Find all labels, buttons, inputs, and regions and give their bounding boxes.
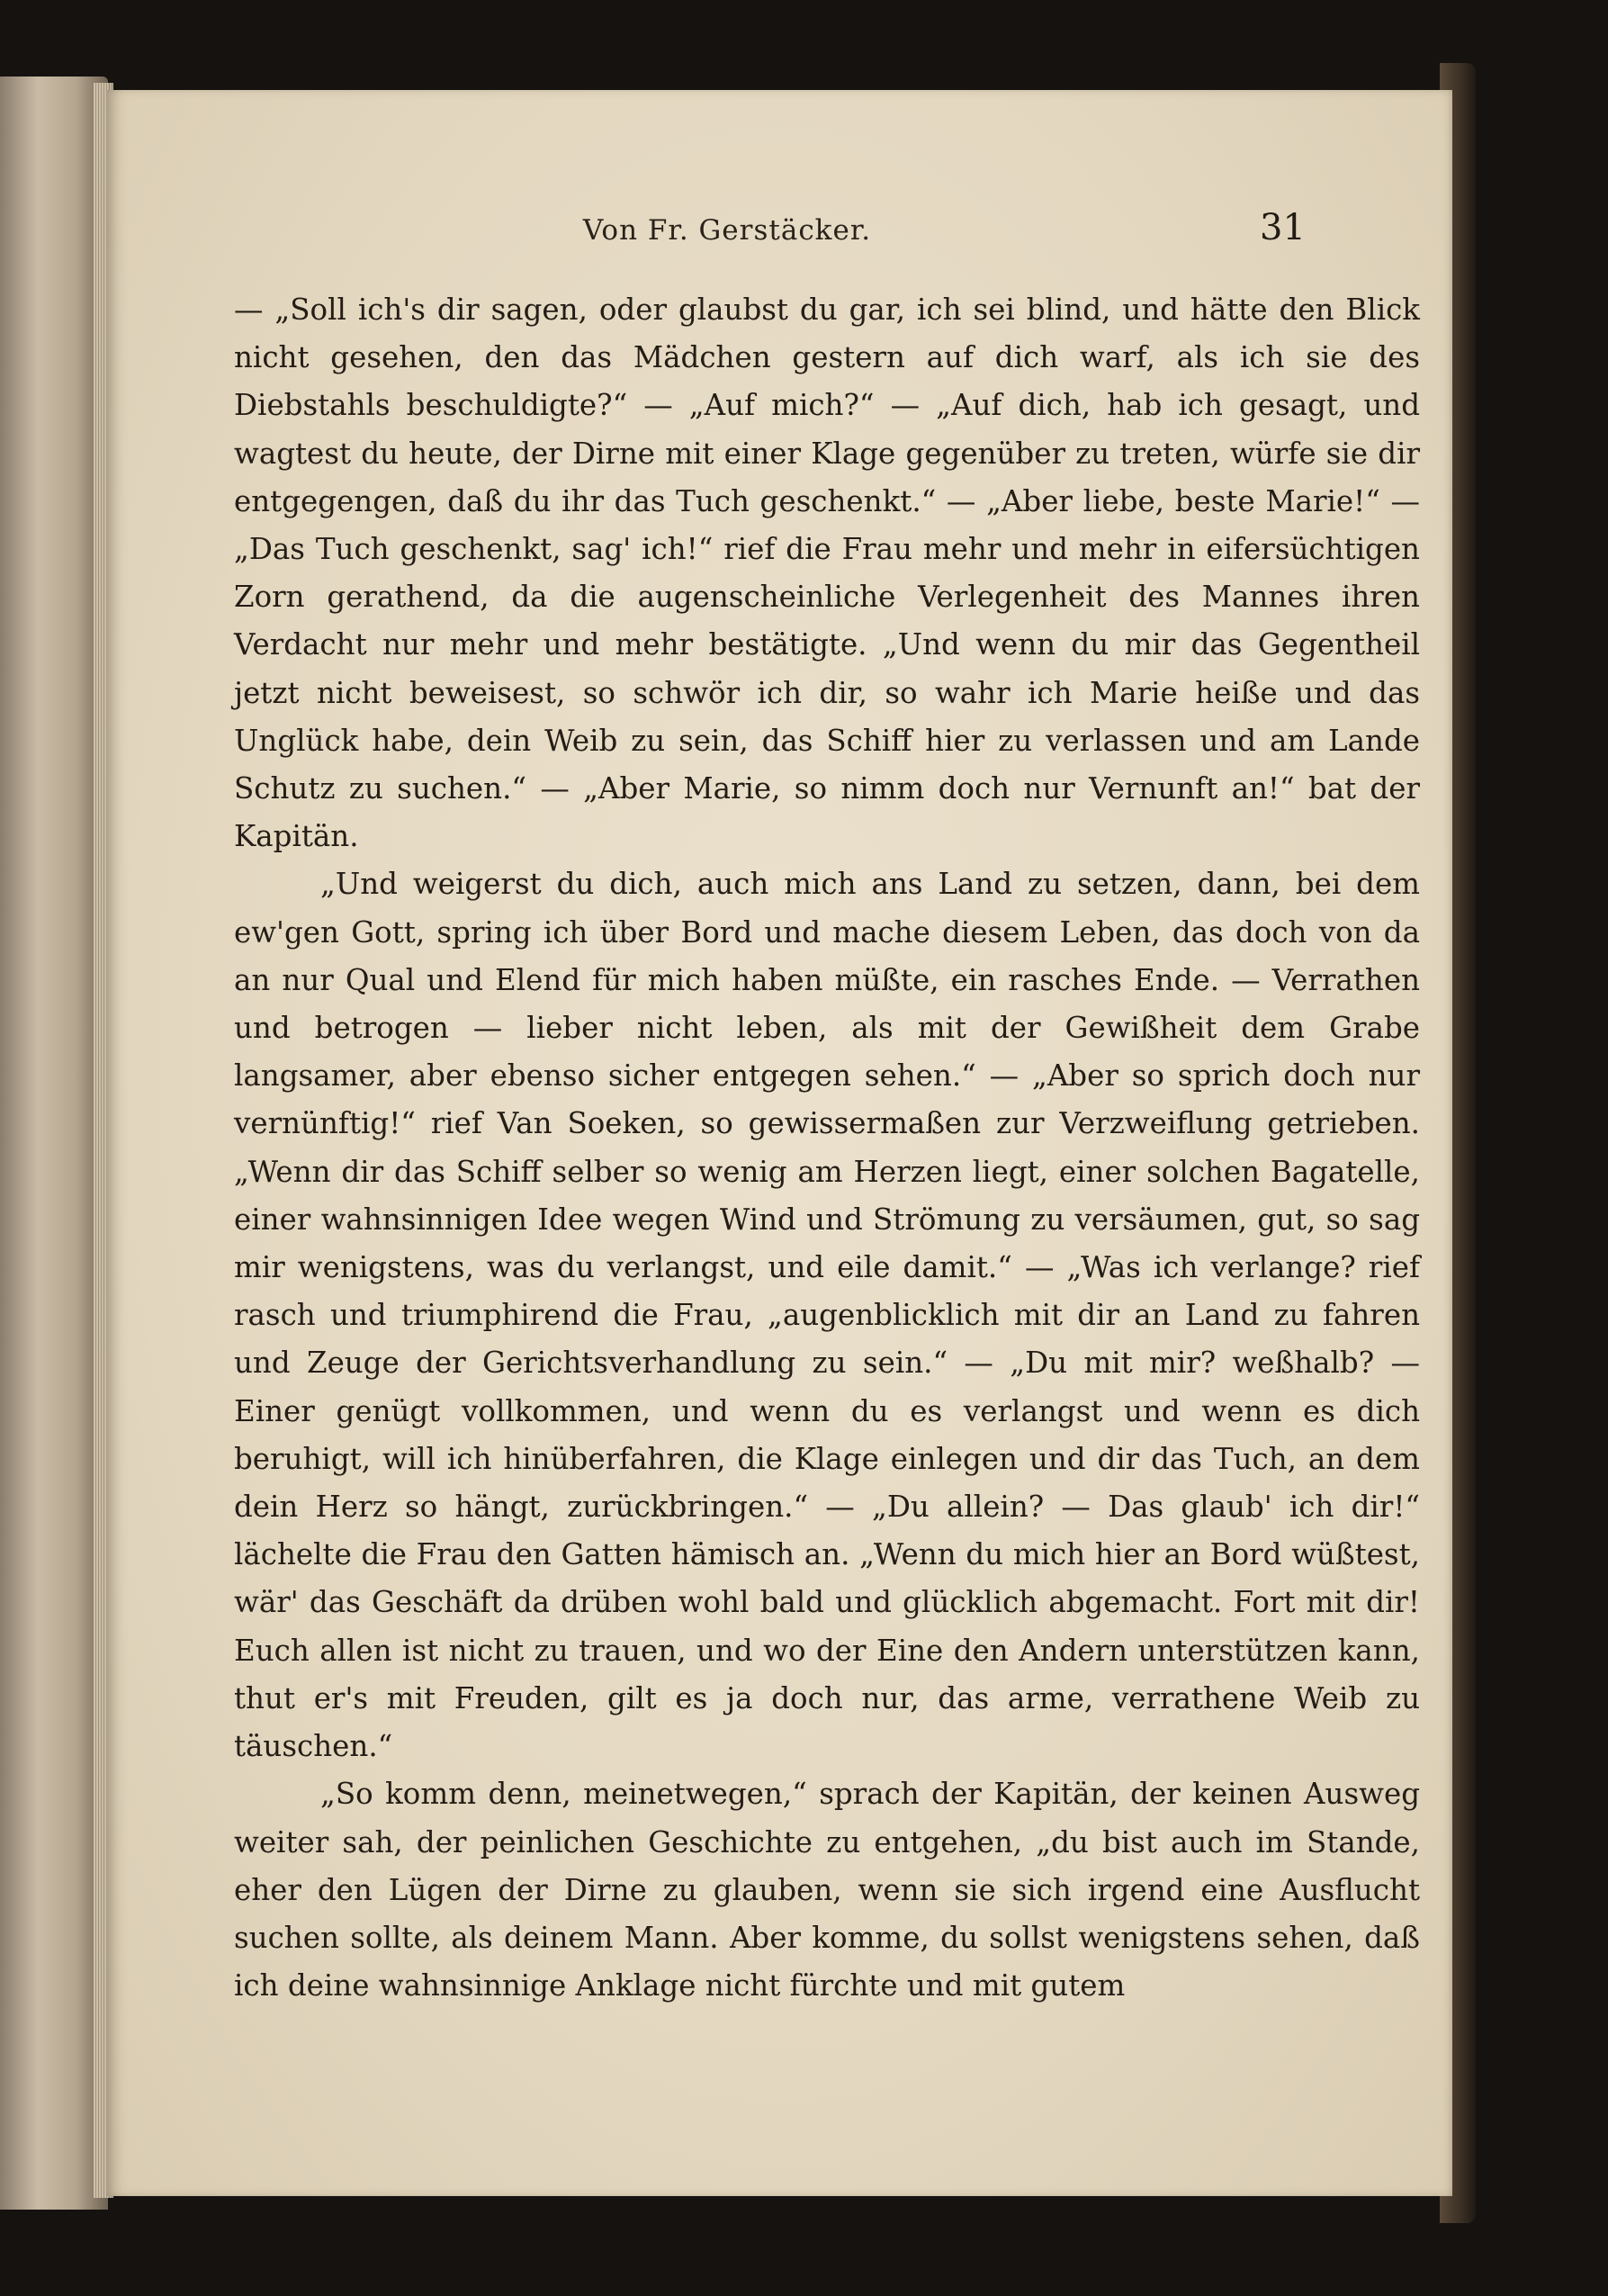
paragraph: — „Soll ich's dir sagen, oder glaubst du gar, ich sei blind, und hätte den Blick nicht gesehen, den das Mädchen gestern auf dich warf, als ich sie des Diebstahls beschuldigte?“ — „Auf mich?“ — „Auf dich, hab ich gesagt, und wagtest du heute, der Dirne mit einer Klage gegenüber zu treten, würfe sie dir entgegengen, daß du ihr das Tuch geschenkt.“ — „Aber liebe, beste Marie!“ — „Das Tuch geschenkt, sag' ich!“ rief die Frau mehr und mehr in eifersüchtigen Zorn gerathend, da die augenscheinliche Verlegenheit des Mannes ihren Verdacht nur mehr und mehr bestätigte. „Und wenn du mir das Gegentheil jetzt nicht beweisest, so schwör ich dir, so wahr ich Marie heiße und das Unglück habe, dein Weib zu sein, das Schiff hier zu verlassen und am Lande Schutz zu suchen.“ — „Aber Marie, so nimm doch nur Vernunft an!“ bat der Kapitän. [234, 293, 1420, 854]
body-text [234, 286, 1420, 2010]
paragraph: „Und weigerst du dich, auch mich ans Land zu setzen, dann, bei dem ew'gen Gott, spring ich über Bord und mache diesem Leben, das doch von da an nur Qual und Elend für mich haben müßte, ein rasches Ende. — Verrathen und betrogen — lieber nicht leben, als mit der Gewißheit dem Grabe langsamer, aber ebenso sicher entgegen sehen.“ — „Aber so sprich doch nur vernünftig!“ rief Van Soeken, so gewissermaßen zur Verzweiflung getrieben. „Wenn dir das Schiff selber so wenig am Herzen liegt, einer solchen Bagatelle, einer wahnsinnigen Idee wegen Wind und Strömung zu versäumen, gut, so sag mir wenigstens, was du verlangst, und eile damit.“ — „Was ich verlange? rief rasch und triumphirend die Frau, „augenblicklich mit dir an Land zu fahren und Zeuge der Gerichtsverhandlung zu sein.“ — „Du mit mir? weßhalb? — Einer genügt vollkommen, und wenn du es verlangst und wenn es dich beruhigt, will ich hinüberfahren, die Klage einlegen und dir das Tuch, an dem dein Herz so hängt, zurückbringen.“ — „Du allein? — Das glaub' ich dir!“ lächelte die Frau den Gatten hämisch an. „Wenn du mich hier an Bord wüßtest, wär' das Geschäft da drüben wohl bald und glücklich abgemacht. Fort mit dir! Euch allen ist nicht zu trauen, und wo der Eine den Andern unterstützen kann, thut er's mit Freuden, gilt es ja doch nur, das arme, verrathene Weib zu täuschen.“ [234, 867, 1420, 1764]
running-head [106, 205, 1452, 259]
page-number: 31 [1260, 207, 1306, 248]
paragraph: „So komm denn, meinetwegen,“ sprach der Kapitän, der keinen Ausweg weiter sah, der peinlichen Geschichte zu entgehen, „du bist auch im Stande, eher den Lügen der Dirne zu glauben, wenn sie sich irgend eine Ausflucht suchen sollte, als deinem Mann. Aber komme, du sollst wenigstens sehen, daß ich deine wahnsinnige Anklage nicht fürchte und mit gutem [234, 1777, 1420, 2003]
book-page [106, 90, 1452, 2196]
left-page-edge [0, 77, 108, 2210]
running-title: Von Fr. Gerstäcker. [582, 214, 872, 247]
